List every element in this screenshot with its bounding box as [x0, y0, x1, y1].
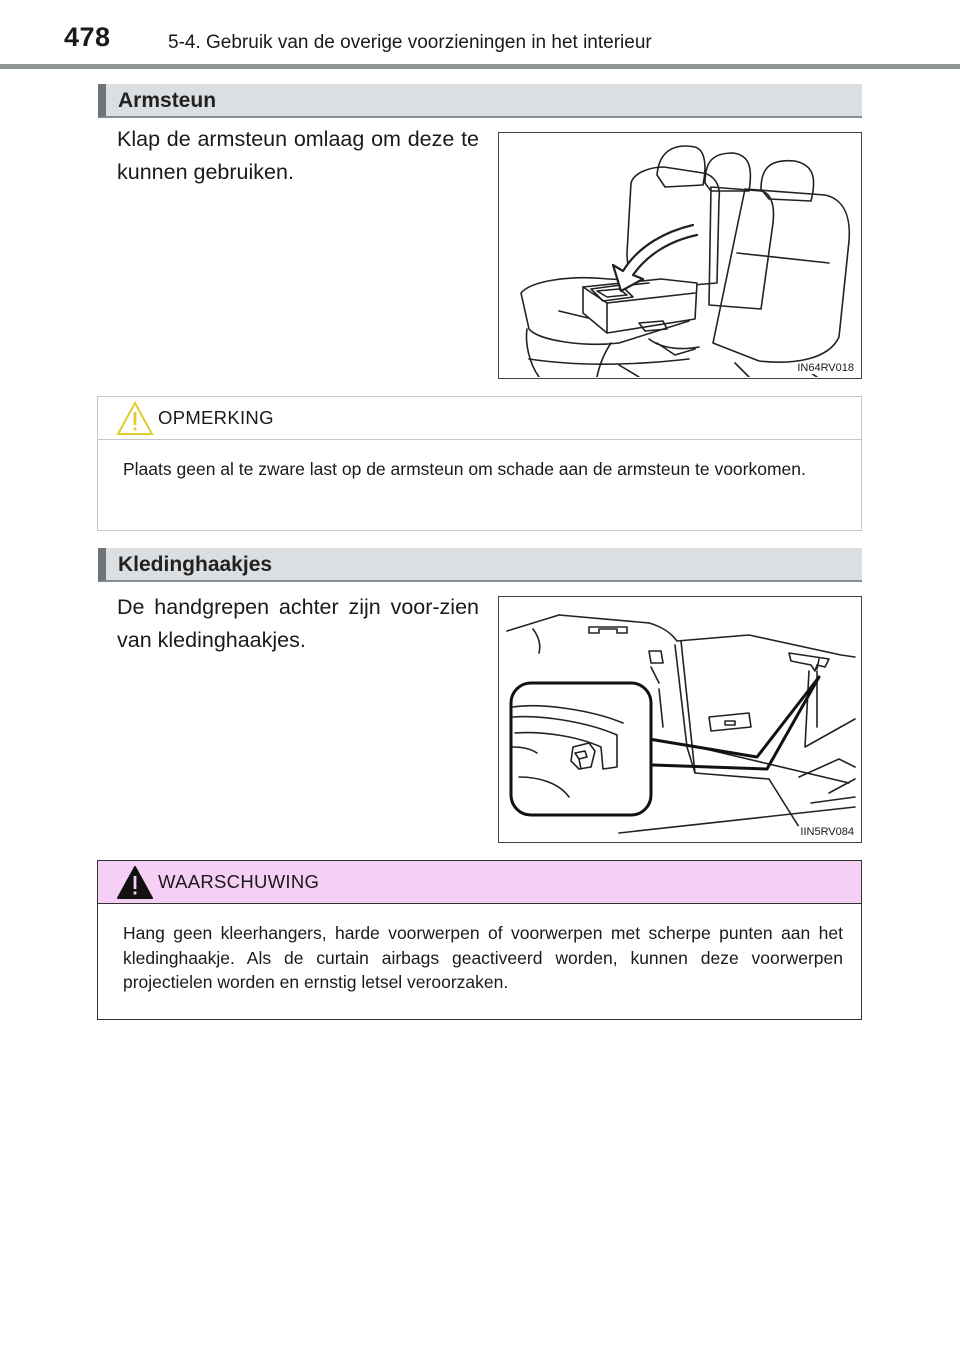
caution-header [98, 861, 861, 904]
coat-hook-illustration [498, 596, 862, 843]
warning-triangle-filled-icon [114, 863, 156, 908]
coat-hook-drawing [499, 597, 860, 841]
rear-seat-armrest-drawing [499, 133, 860, 377]
section-title: Kledinghaakjes [118, 553, 273, 576]
armrest-illustration [498, 132, 862, 379]
notice-text: Plaats geen al te zware last op de armsteun om schade aan de armsteun te voorkomen. [123, 459, 806, 479]
warning-triangle-outline-icon [114, 399, 156, 444]
notice-box [97, 396, 862, 531]
chapter-title: 5-4. Gebruik van de overige voorzieningen in het interieur [168, 32, 652, 53]
caution-text: Hang geen kleerhangers, harde voorwerpen of voorwerpen met scherpe punten aan het kledinghaakje. Als de curtain airbags geactiveerd worden, kunnen deze voorwerpen projectielen worden en ernstig letsel veroorzaken. [123, 923, 843, 992]
caution-box [97, 860, 862, 1020]
caution-label: WAARSCHUWING [158, 871, 320, 892]
section-heading-armsteun [98, 84, 862, 118]
notice-label: OPMERKING [158, 407, 274, 428]
section-title: Armsteun [118, 89, 217, 112]
figure-code: IIN5RV084 [800, 826, 854, 838]
coat-hook-description-text: De handgrepen achter zijn voor-zien van kledinghaakjes. [117, 595, 479, 652]
armrest-instruction-text: Klap de armsteun omlaag om deze te kunnen gebruiken. [117, 127, 479, 184]
section-heading-kledinghaakjes [98, 548, 862, 582]
page-number: 478 [64, 22, 111, 52]
notice-header [98, 397, 861, 440]
figure-code: IN64RV018 [797, 362, 854, 374]
header-rule [0, 64, 960, 69]
